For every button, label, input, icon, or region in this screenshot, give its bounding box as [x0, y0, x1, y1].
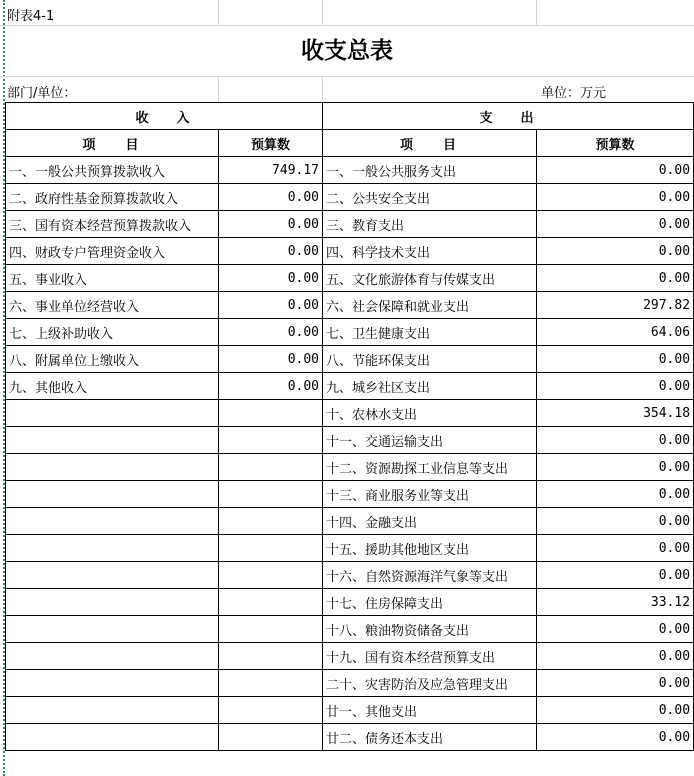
unit-label[interactable]: 单位：万元	[541, 86, 607, 101]
income-amount-cell[interactable]	[219, 427, 323, 454]
info-row	[0, 76, 694, 102]
page-title[interactable]: 收支总表	[301, 37, 393, 64]
income-item-cell[interactable]	[6, 562, 219, 589]
expense-amount-cell[interactable]: 64.06	[537, 319, 694, 346]
expense-item-col[interactable]: 项目	[323, 130, 537, 157]
expense-item-cell[interactable]: 廿一、其他支出	[323, 697, 537, 724]
income-amount-cell[interactable]	[219, 454, 323, 481]
expense-amount-cell[interactable]: 0.00	[537, 724, 694, 751]
income-amount-cell[interactable]: 0.00	[219, 373, 323, 400]
table-row	[6, 508, 694, 535]
table-row	[6, 319, 694, 346]
expense-header[interactable]: 支出	[323, 103, 694, 130]
expense-amount-cell[interactable]: 0.00	[537, 184, 694, 211]
table-row	[6, 292, 694, 319]
table-row	[6, 589, 694, 616]
income-item-cell[interactable]	[6, 670, 219, 697]
table-row	[6, 724, 694, 751]
income-amount-cell[interactable]: 0.00	[219, 292, 323, 319]
expense-amount-cell[interactable]: 0.00	[537, 373, 694, 400]
expense-item-cell[interactable]: 二、公共安全支出	[323, 184, 537, 211]
annex-row	[0, 0, 694, 26]
income-item-cell[interactable]	[6, 508, 219, 535]
table-row	[6, 157, 694, 184]
income-header[interactable]: 收入	[6, 103, 323, 130]
income-item-cell[interactable]: 七、上级补助收入	[6, 319, 219, 346]
income-amount-cell[interactable]	[219, 670, 323, 697]
table-row	[6, 400, 694, 427]
income-item-cell[interactable]: 九、其他收入	[6, 373, 219, 400]
table-row	[6, 427, 694, 454]
budget-table	[5, 102, 694, 751]
expense-item-cell[interactable]: 十三、商业服务业等支出	[323, 481, 537, 508]
expense-amount-cell[interactable]: 0.00	[537, 265, 694, 292]
income-item-cell[interactable]: 一、一般公共预算拨款收入	[6, 157, 219, 184]
expense-amount-cell[interactable]: 0.00	[537, 508, 694, 535]
expense-amount-cell[interactable]: 0.00	[537, 211, 694, 238]
income-item-cell[interactable]	[6, 454, 219, 481]
income-amount-cell[interactable]	[219, 643, 323, 670]
income-amount-cell[interactable]: 0.00	[219, 346, 323, 373]
income-item-cell[interactable]	[6, 589, 219, 616]
expense-amount-cell[interactable]: 0.00	[537, 238, 694, 265]
table-row	[6, 616, 694, 643]
expense-amount-cell[interactable]: 33.12	[537, 589, 694, 616]
income-amount-cell[interactable]: 749.17	[219, 157, 323, 184]
expense-item-cell[interactable]: 六、社会保障和就业支出	[323, 292, 537, 319]
income-amount-cell[interactable]: 0.00	[219, 184, 323, 211]
income-item-cell[interactable]	[6, 481, 219, 508]
table-row	[6, 670, 694, 697]
expense-item-cell[interactable]: 一、一般公共服务支出	[323, 157, 537, 184]
expense-item-cell[interactable]: 七、卫生健康支出	[323, 319, 537, 346]
annex-label[interactable]: 附表4-1	[7, 9, 55, 24]
expense-item-cell[interactable]: 十七、住房保障支出	[323, 589, 537, 616]
income-amount-cell[interactable]	[219, 697, 323, 724]
income-amount-cell[interactable]	[219, 508, 323, 535]
expense-item-cell[interactable]: 十九、国有资本经营预算支出	[323, 643, 537, 670]
table-row	[6, 481, 694, 508]
expense-item-cell[interactable]: 八、节能环保支出	[323, 346, 537, 373]
income-amount-cell[interactable]	[219, 616, 323, 643]
expense-item-cell[interactable]: 十六、自然资源海洋气象等支出	[323, 562, 537, 589]
income-amount-cell[interactable]	[219, 400, 323, 427]
income-amount-cell[interactable]: 0.00	[219, 319, 323, 346]
income-item-cell[interactable]	[6, 616, 219, 643]
expense-item-cell[interactable]: 十、农林水支出	[323, 400, 537, 427]
expense-amount-cell[interactable]: 297.82	[537, 292, 694, 319]
table-row	[6, 454, 694, 481]
income-item-cell[interactable]	[6, 643, 219, 670]
expense-item-cell[interactable]: 三、教育支出	[323, 211, 537, 238]
income-amount-col[interactable]: 预算数	[219, 130, 323, 157]
income-item-cell[interactable]: 五、事业收入	[6, 265, 219, 292]
expense-item-cell[interactable]: 十一、交通运输支出	[323, 427, 537, 454]
expense-item-cell[interactable]: 廿二、债务还本支出	[323, 724, 537, 751]
expense-amount-cell[interactable]: 0.00	[537, 481, 694, 508]
table-row	[6, 643, 694, 670]
table-row	[6, 184, 694, 211]
table-row	[6, 535, 694, 562]
expense-amount-cell[interactable]: 0.00	[537, 616, 694, 643]
expense-amount-cell[interactable]: 0.00	[537, 157, 694, 184]
income-item-cell[interactable]	[6, 427, 219, 454]
income-amount-cell[interactable]	[219, 481, 323, 508]
income-amount-cell[interactable]	[219, 562, 323, 589]
table-row	[6, 562, 694, 589]
expense-item-cell[interactable]: 十五、援助其他地区支出	[323, 535, 537, 562]
income-amount-cell[interactable]: 0.00	[219, 265, 323, 292]
expense-amount-cell[interactable]: 0.00	[537, 535, 694, 562]
expense-item-cell[interactable]: 二十、灾害防治及应急管理支出	[323, 670, 537, 697]
table-row	[6, 373, 694, 400]
table-row	[6, 697, 694, 724]
income-item-cell[interactable]	[6, 697, 219, 724]
expense-item-cell[interactable]: 十八、粮油物资储备支出	[323, 616, 537, 643]
expense-item-cell[interactable]: 五、文化旅游体育与传媒支出	[323, 265, 537, 292]
income-item-cell[interactable]: 四、财政专户管理资金收入	[6, 238, 219, 265]
expense-amount-cell[interactable]: 0.00	[537, 643, 694, 670]
expense-item-cell[interactable]: 十二、资源勘探工业信息等支出	[323, 454, 537, 481]
expense-amount-col[interactable]: 预算数	[537, 130, 694, 157]
income-amount-cell[interactable]: 0.00	[219, 238, 323, 265]
income-item-cell[interactable]	[6, 535, 219, 562]
income-item-cell[interactable]	[6, 724, 219, 751]
income-amount-cell[interactable]	[219, 724, 323, 751]
table-row	[6, 238, 694, 265]
table-row	[6, 265, 694, 292]
expense-item-cell[interactable]: 九、城乡社区支出	[323, 373, 537, 400]
expense-amount-cell[interactable]: 0.00	[537, 346, 694, 373]
income-item-col[interactable]: 项目	[6, 130, 219, 157]
income-item-cell[interactable]: 六、事业单位经营收入	[6, 292, 219, 319]
income-amount-cell[interactable]: 0.00	[219, 211, 323, 238]
expense-item-cell[interactable]: 四、科学技术支出	[323, 238, 537, 265]
expense-amount-cell[interactable]: 0.00	[537, 562, 694, 589]
table-row	[6, 346, 694, 373]
income-item-cell[interactable]: 八、附属单位上缴收入	[6, 346, 219, 373]
expense-amount-cell[interactable]: 0.00	[537, 697, 694, 724]
expense-item-cell[interactable]: 十四、金融支出	[323, 508, 537, 535]
expense-amount-cell[interactable]: 354.18	[537, 400, 694, 427]
dept-label[interactable]: 部门/单位：	[7, 86, 77, 101]
table-row	[6, 211, 694, 238]
expense-amount-cell[interactable]: 0.00	[537, 670, 694, 697]
income-item-cell[interactable]	[6, 400, 219, 427]
income-item-cell[interactable]: 二、政府性基金预算拨款收入	[6, 184, 219, 211]
income-amount-cell[interactable]	[219, 589, 323, 616]
income-amount-cell[interactable]	[219, 535, 323, 562]
income-item-cell[interactable]: 三、国有资本经营预算拨款收入	[6, 211, 219, 238]
expense-amount-cell[interactable]: 0.00	[537, 454, 694, 481]
expense-amount-cell[interactable]: 0.00	[537, 427, 694, 454]
